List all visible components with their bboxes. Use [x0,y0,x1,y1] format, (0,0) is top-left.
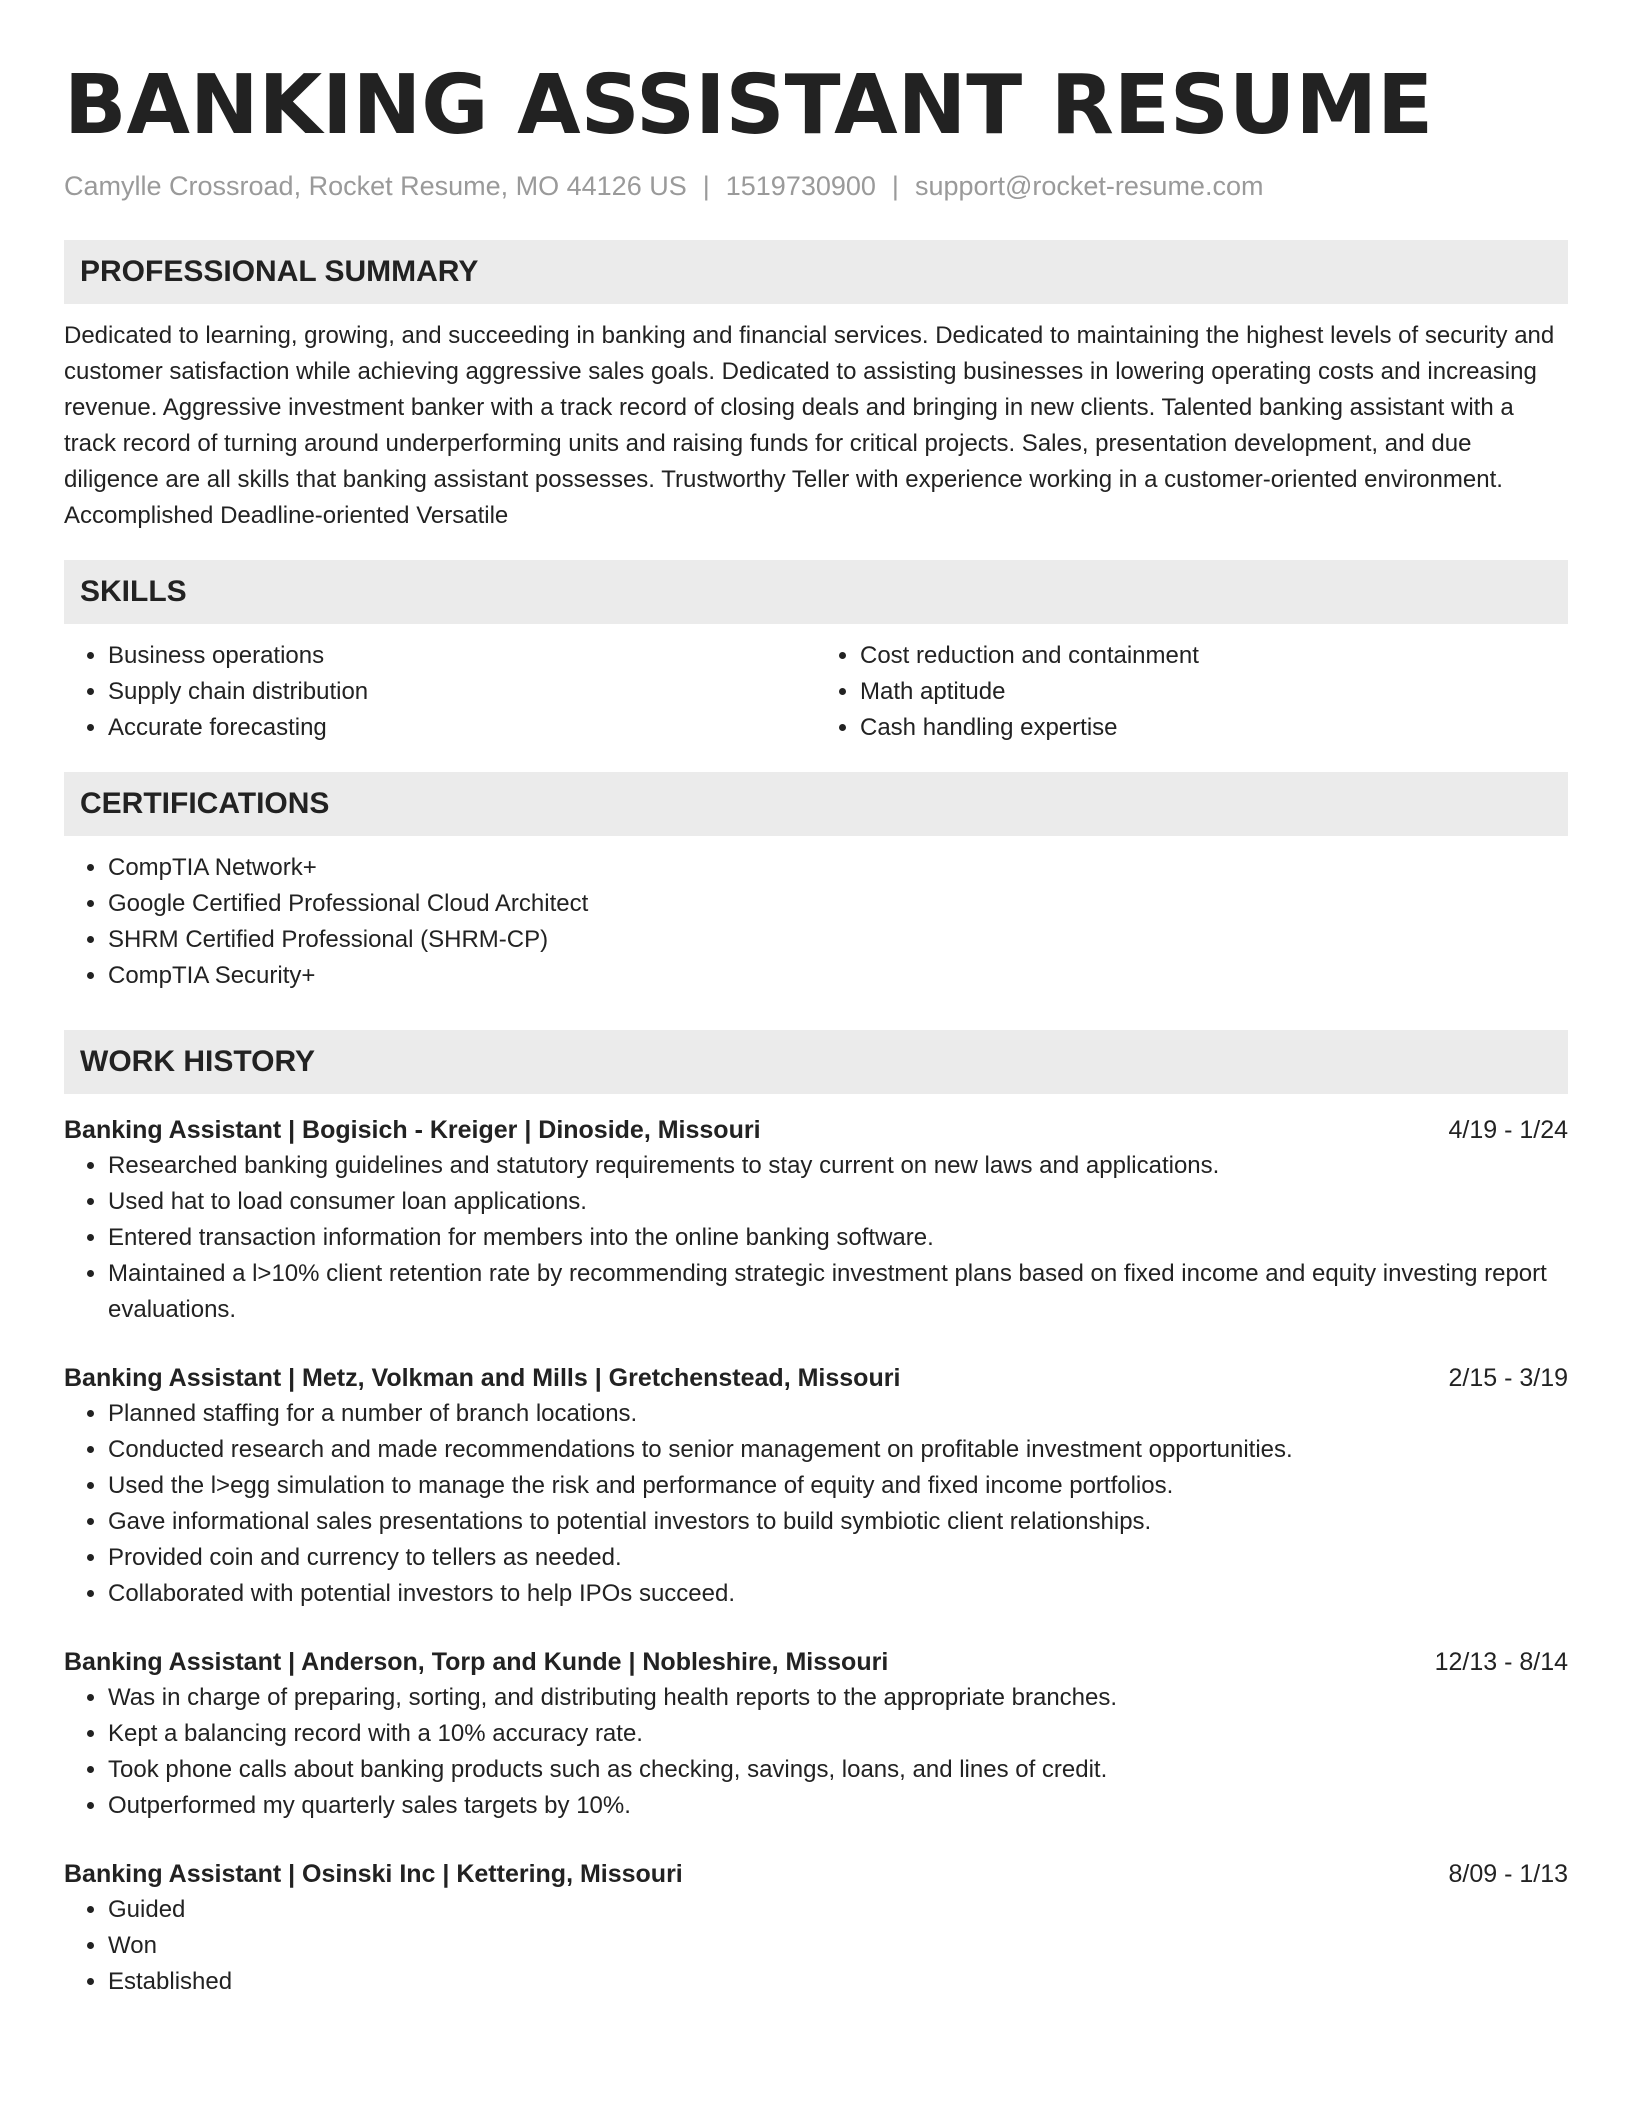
job-bullet: • Kept a balancing record with a 10% accuracy rate. [108,1716,1568,1752]
job-entry [64,1644,1568,1824]
certification-item: • CompTIA Network+ [108,850,1568,886]
job-header [64,1360,1568,1396]
job-bullet: • Outperformed my quarterly sales targets by 10%. [108,1788,1568,1824]
job-bullets [64,1148,1568,1328]
job-bullets [64,1680,1568,1824]
certifications-header: CERTIFICATIONS [64,772,1568,836]
job-heading: Banking Assistant | Metz, Volkman and Mills | Gretchenstead, Missouri [64,1364,901,1392]
summary-section [64,240,1568,534]
skill-item: • Accurate forecasting [108,710,816,746]
contact-separator: | [702,171,710,201]
job-dates: 8/09 - 1/13 [1448,1860,1568,1888]
work-history-header: WORK HISTORY [64,1030,1568,1094]
job-bullet: • Provided coin and currency to tellers as needed. [108,1540,1568,1576]
job-bullet: • Used the l>egg simulation to manage the risk and performance of equity and fixed income portfolios. [108,1468,1568,1504]
job-dates: 12/13 - 8/14 [1434,1648,1568,1676]
job-heading: Banking Assistant | Anderson, Torp and Kunde | Nobleshire, Missouri [64,1648,889,1676]
job-bullet: • Planned staffing for a number of branch locations. [108,1396,1568,1432]
certifications-section [64,772,1568,994]
job-bullet: • Established [108,1964,1568,2000]
summary-text: Dedicated to learning, growing, and succeeding in banking and financial services. Dedicated to maintaining the highest levels of security and customer satisfaction while achieving aggressive sales goals. Dedicated to assisting businesses in lowering operating costs and increasing revenue. Aggressive investment banker with a track record of closing deals and bringing in new clients. Talented banking assistant with a track record of turning around underperforming units and raising funds for critical projects. Sales, presentation development, and due diligence are all skills that banking assistant possesses. Trustworthy Teller with experience working in a customer-oriented environment. Accomplished Deadline-oriented Versatile [64,322,1555,529]
job-entry [64,1856,1568,2000]
contact-email: support@rocket-resume.com [914,171,1264,201]
contact-line [64,168,1568,204]
job-heading: Banking Assistant | Bogisich - Kreiger | Dinoside, Missouri [64,1116,761,1144]
skill-item: • Math aptitude [860,674,1568,710]
job-bullet: • Gave informational sales presentations to potential investors to build symbiotic client relationships. [108,1504,1568,1540]
summary-header: PROFESSIONAL SUMMARY [64,240,1568,304]
job-dates: 2/15 - 3/19 [1448,1364,1568,1392]
job-bullets [64,1396,1568,1612]
skill-item: • Cash handling expertise [860,710,1568,746]
contact-separator: | [891,171,899,201]
job-bullet: • Took phone calls about banking products such as checking, savings, loans, and lines of credit. [108,1752,1568,1788]
job-header [64,1644,1568,1680]
job-bullet: • Collaborated with potential investors to help IPOs succeed. [108,1576,1568,1612]
skill-item: • Cost reduction and containment [860,638,1568,674]
job-bullet: • Was in charge of preparing, sorting, and distributing health reports to the appropriate branches. [108,1680,1568,1716]
skill-item: • Business operations [108,638,816,674]
job-bullet: • Entered transaction information for members into the online banking software. [108,1220,1568,1256]
job-dates: 4/19 - 1/24 [1448,1116,1568,1144]
job-bullet: • Maintained a l>10% client retention rate by recommending strategic investment plans based on fixed income and equity investing report evaluations. [108,1256,1568,1328]
job-bullets [64,1892,1568,2000]
job-header [64,1112,1568,1148]
contact-address: Camylle Crossroad, Rocket Resume, MO 44126 US [64,171,687,201]
job-heading: Banking Assistant | Osinski Inc | Kettering, Missouri [64,1860,683,1888]
skills-list-right [816,638,1568,746]
job-entry [64,1112,1568,1328]
job-bullet: • Used hat to load consumer loan applications. [108,1184,1568,1220]
job-bullet: • Won [108,1928,1568,1964]
certification-item: • Google Certified Professional Cloud Architect [108,886,1568,922]
job-bullet: • Conducted research and made recommendations to senior management on profitable investment opportunities. [108,1432,1568,1468]
skills-header: SKILLS [64,560,1568,624]
skills-list-left [64,638,816,746]
resume-title: BANKING ASSISTANT RESUME [64,58,1434,153]
certifications-list [64,850,1568,994]
work-history-section [64,1030,1568,2000]
skill-item: • Supply chain distribution [108,674,816,710]
certification-item: • SHRM Certified Professional (SHRM-CP) [108,922,1568,958]
job-bullet: • Guided [108,1892,1568,1928]
job-entry [64,1360,1568,1612]
contact-phone: 1519730900 [725,171,876,201]
job-header [64,1856,1568,1892]
certification-item: • CompTIA Security+ [108,958,1568,994]
job-bullet: • Researched banking guidelines and statutory requirements to stay current on new laws and applications. [108,1148,1568,1184]
skills-grid [64,638,1568,746]
skills-section [64,560,1568,746]
